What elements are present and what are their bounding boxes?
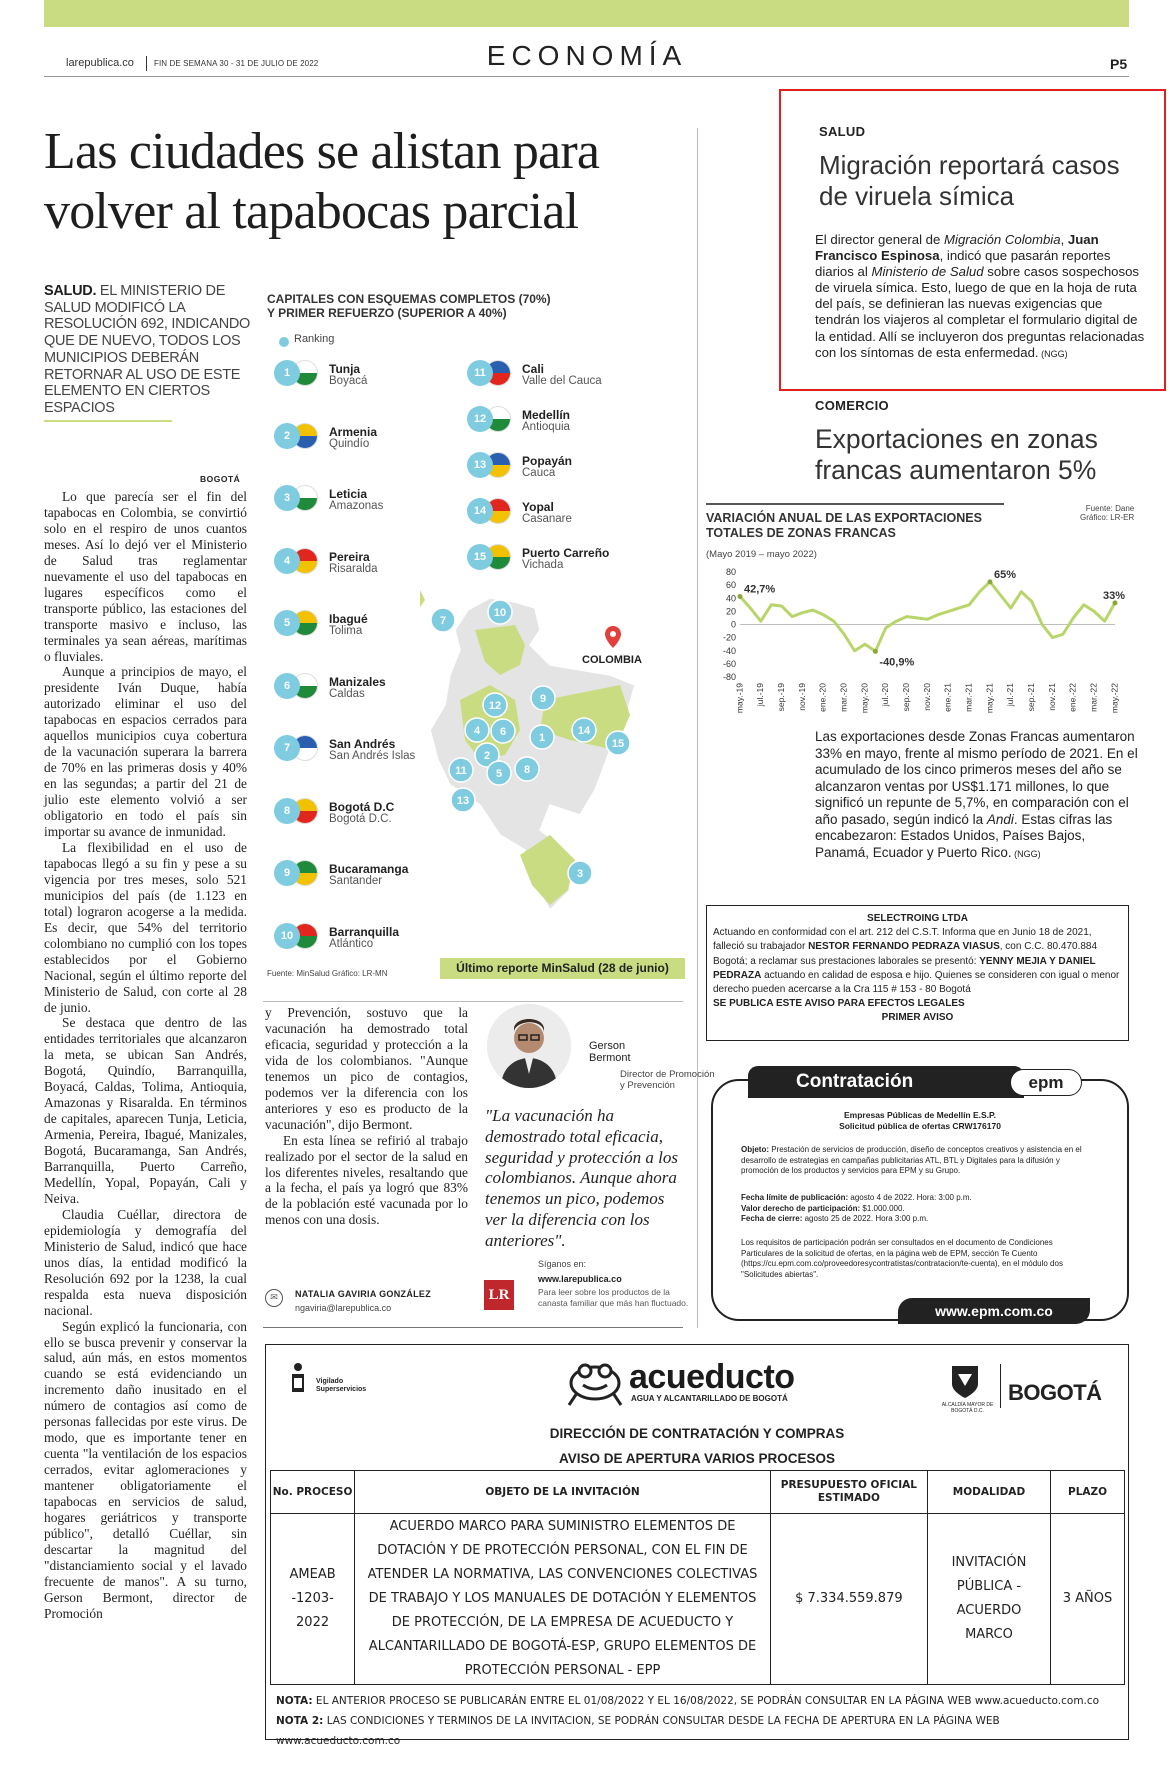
contratacion-text: agosto 4 de 2022. Hora: 3:00 p.m. xyxy=(848,1193,972,1202)
y-tick-label: -40 xyxy=(722,645,736,656)
notice-title: SELECTROING LTDA xyxy=(867,913,968,924)
x-tick-label: nov.-21 xyxy=(1046,683,1057,711)
map-marker-number: 8 xyxy=(523,764,531,776)
salud-body xyxy=(815,232,1145,362)
chart-source-line: Gráfico: LR-ER xyxy=(1080,513,1135,522)
notice-text: NESTOR FERNANDO PEDRAZA VIASUS xyxy=(808,941,1000,953)
table-header: No. PROCESO xyxy=(271,1471,355,1514)
notice-legal-line: SE PUBLICA ESTE AVISO PARA EFECTOS LEGALES xyxy=(713,998,965,1010)
map-marker-number: 9 xyxy=(539,693,547,705)
table-cell-plazo: 3 AÑOS xyxy=(1051,1514,1125,1685)
city-department: Casanare xyxy=(522,513,572,525)
city-department: Vichada xyxy=(522,559,564,571)
salud-kicker: SALUD xyxy=(819,124,866,139)
city-rank-number: 10 xyxy=(274,923,300,949)
acueducto-note xyxy=(276,1691,1121,1711)
contratacion-dates xyxy=(741,1193,1096,1225)
epm-website-link[interactable]: www.epm.com.co xyxy=(898,1298,1090,1324)
map-marker xyxy=(488,600,512,624)
map-marker-number: 5 xyxy=(495,768,503,780)
data-label: 33% xyxy=(1103,589,1125,602)
y-tick-label: -60 xyxy=(722,658,736,669)
infographic-divider xyxy=(263,1001,683,1002)
notice-text: actuando en calidad de esposa e hijo. Quienes se consideren con igual o menor derecho pueden acercarse a la Cra 115 # 153 - 80 Bogotá xyxy=(713,969,1120,996)
city-rank-number: 11 xyxy=(467,360,493,386)
map-marker-number: 15 xyxy=(611,738,625,750)
city-name: Cali xyxy=(522,362,545,376)
table-cell-objeto: ACUERDO MARCO PARA SUMINISTRO ELEMENTOS DE DOTACIÓN Y DE PROTECCIÓN PERSONAL, CON EL FIN DE ATENDER LA NORMATIVA, LAS CONVENCIONES COLECTIVAS DE TRABAJO Y LOS MANUALES DE DOTACIÓN Y ELEMENTOS DE PROTECCIÓN, DE LA EMPRESA DE ACUEDUCTO Y ALCANTARILLADO DE BOGOTÁ-ESP, GRUPO ELEMENTOS DE PROTECCIÓN PERSONAL - EPP xyxy=(355,1514,771,1685)
city-rank-number: 8 xyxy=(274,798,300,824)
notice-text: YENNY MEJIA Y DANIEL PEDRAZA xyxy=(713,955,1096,981)
pull-quote: "La vacunación ha demostrado total eficacia, seguridad y protección a los colombianos. Aunque ahora tenemos un pico, podemos ver la diferencia con los anteriores". xyxy=(485,1106,678,1250)
author-name: NATALIA GAVIRIA GONZÁLEZ xyxy=(295,1289,432,1299)
city-name: Medellín xyxy=(522,408,571,422)
x-tick-label: may.-21 xyxy=(984,683,995,714)
contratacion-text: agosto 25 de 2022. Hora 3:00 p.m. xyxy=(802,1214,929,1223)
salud-text: Ministerio de Salud xyxy=(871,264,984,280)
acueducto-notes xyxy=(276,1691,1121,1751)
city-name: Leticia xyxy=(329,487,368,501)
acueducto-logo-text: acueducto xyxy=(629,1358,795,1396)
map-marker-number: 14 xyxy=(577,725,591,737)
contratacion-requirements: Los requisitos de participación podrán ser consultados en el documento de Condiciones Particulares de la solicitud de ofertas, en la página web de EPM, sección Te Cuento (https://cu.epm.com.co/proveedoresycontratistas/contratacion/te-cuenta), en el módulo dos "Solicitudes abiertas". xyxy=(741,1238,1063,1279)
y-tick-label: 20 xyxy=(725,606,736,617)
comercio-kicker: COMERCIO xyxy=(815,398,889,413)
city-name: San Andrés xyxy=(329,737,396,751)
notice-body xyxy=(713,926,1122,997)
map-marker xyxy=(530,725,554,749)
lead-text: EL MINISTERIO DE SALUD MODIFICÓ LA RESOLUCIÓN 692, INDICANDO QUE DE NUEVO, TODOS LOS MUNICIPIOS DEBERÁN RETORNAR AL USO DE ESTE ELEMENTO EN CIERTOS ESPACIOS xyxy=(44,283,251,416)
salud-text: Migración Colombia xyxy=(944,232,1061,247)
table-header: PLAZO xyxy=(1051,1471,1125,1514)
x-tick-label: nov.-19 xyxy=(796,683,807,711)
city-name: Armenia xyxy=(329,424,378,439)
vigilado-line: Vigilado xyxy=(316,1378,344,1385)
city-department: Quindío xyxy=(329,437,370,450)
comercio-body xyxy=(815,729,1140,862)
map-marker xyxy=(491,719,515,743)
lead-kicker: SALUD. xyxy=(44,283,97,299)
map-marker-number: 13 xyxy=(456,795,470,807)
acueducto-subheading: AVISO DE APERTURA VARIOS PROCESOS xyxy=(558,1451,836,1466)
x-tick-label: may.-19 xyxy=(734,683,745,714)
bogota-logo-text: BOGOTÁ xyxy=(1008,1380,1102,1405)
contratacion-label: Valor derecho de participación: xyxy=(741,1203,861,1213)
map-marker xyxy=(606,731,630,755)
infographic-title-line: Y PRIMER REFUERZO (SUPERIOR A 40%) xyxy=(267,306,507,320)
map-marker xyxy=(451,788,475,812)
chart-top-rule xyxy=(706,503,1004,505)
logo-separator xyxy=(1000,1364,1001,1408)
map-marker-number: 7 xyxy=(439,615,447,627)
x-tick-label: jul.-19 xyxy=(755,683,766,707)
article-paragraph: Aunque a principios de mayo, el presidente Iván Duque, había autorizado eliminar el uso del tapabocas en espacios cerrados para aquellos municipios cuya cobertura de la vacunación superara la barrera de 70% en las primeras dosis y 40% en las segundas; a partir del 21 de julio este elemento volvió a ser obligatorio en todo el país sin importar su avance de inmunidad. xyxy=(44,664,247,840)
city-rank-number: 2 xyxy=(274,423,300,449)
city-name: Barranquilla xyxy=(329,924,400,939)
follow-label: Síganos en: xyxy=(538,1259,587,1269)
x-tick-label: jul.-20 xyxy=(880,683,891,707)
y-tick-label: -80 xyxy=(722,672,736,682)
acueducto-heading: DIRECCIÓN DE CONTRATACIÓN Y COMPRAS xyxy=(549,1426,845,1441)
city-name: Pereira xyxy=(329,549,370,564)
quote-person-name xyxy=(589,1040,631,1064)
data-point xyxy=(988,579,993,584)
follow-description: Para leer sobre los productos de la canasta familiar que más han fluctuado. xyxy=(538,1287,689,1308)
chart-source xyxy=(1080,504,1134,522)
y-tick-label: -20 xyxy=(722,632,736,643)
map-marker xyxy=(487,761,511,785)
city-rank-number: 3 xyxy=(274,485,300,511)
city-department: Caldas xyxy=(329,687,365,700)
article-paragraph: La flexibilidad en el uso de tapabocas llegó a su fin y pese a su vigencia por tres meses, solo 521 municipios del país (de 1.123 en total) lograron acogerse a la medida. Es decir, que 54% del territorio colombiano no cumplió con los topes establecidos por el Gobierno Nacional, según el último reporte del Ministerio de Salud, con corte al 28 de junio. xyxy=(44,839,247,1015)
map-marker-number: 10 xyxy=(493,607,507,619)
city-rank-number: 4 xyxy=(274,548,300,574)
legal-notice xyxy=(706,905,1129,1041)
city-department: Cauca xyxy=(522,467,556,479)
x-tick-label: ene.-20 xyxy=(817,683,828,712)
city-department: Boyacá xyxy=(329,375,368,387)
notice-text: , con C.C. 80.470.884 Bogotá; a reclamar sus prestaciones laborales se presentó: xyxy=(713,941,1098,967)
contratacion-label: Objeto: xyxy=(741,1145,769,1154)
series-line xyxy=(740,582,1115,652)
city-rank-number: 7 xyxy=(274,735,300,761)
city-name: Puerto Carreño xyxy=(522,546,610,560)
comercio-text: Andi xyxy=(986,811,1014,827)
x-tick-label: nov.-20 xyxy=(921,683,932,711)
contratacion-label: Fecha de cierre: xyxy=(741,1214,803,1223)
contratacion-text: Prestación de servicios de producción, diseño de conceptos creativos y asistencia en el desarrollo de estrategias en campañas publicitarias ATL, BTL y Digitales para la difusión y promoción de los productos y servicios para EPM y su Grupo. xyxy=(741,1145,1082,1175)
headline-line-2: volver al tapabocas parcial xyxy=(44,183,579,240)
map-marker-number: 3 xyxy=(576,868,584,880)
note-label: NOTA: xyxy=(276,1695,313,1707)
table-row xyxy=(271,1514,1125,1685)
comercio-title: Exportaciones en zonas francas aumentaron 5% xyxy=(815,424,1098,485)
contratacion-label: Fecha límite de publicación: xyxy=(741,1193,849,1202)
contratacion-text: $1.000.000. xyxy=(860,1203,905,1213)
section-title: ECONOMÍA xyxy=(486,40,688,71)
author-chat-icon: ✉ xyxy=(265,1289,283,1307)
city-name: Manizales xyxy=(329,674,386,689)
salud-text: El director general de xyxy=(815,232,945,247)
city-department: Atlántico xyxy=(329,937,374,950)
salud-text: , indicó que pasarán reportes diarios al xyxy=(815,248,1111,280)
x-tick-label: sep.-19 xyxy=(775,683,786,712)
article-paragraph: y Prevención, sostuvo que la vacunación ha demostrado total eficacia, seguridad y protección a la vida de los colombianos. "Aunque tenemos un pico de contagios, podemos ver la diferencia con los anteriores y eso es producto de la vacunación", dijo Bermont. xyxy=(265,1005,468,1132)
chart-subtitle: (Mayo 2019 – mayo 2022) xyxy=(706,549,817,560)
contratacion-object xyxy=(741,1145,1096,1177)
salud-text: , xyxy=(1060,232,1068,247)
city-name: Tunja xyxy=(329,362,361,376)
infographic-title-line: CAPITALES CON ESQUEMAS COMPLETOS (70%) xyxy=(267,292,551,306)
quote-person-role xyxy=(620,1069,715,1091)
person-portrait-icon xyxy=(487,1004,571,1088)
epm-logo: epm xyxy=(1010,1069,1082,1096)
map-marker-number: 12 xyxy=(488,700,502,712)
x-tick-label: ene.-22 xyxy=(1067,683,1078,712)
contratacion-date-row xyxy=(741,1193,1096,1204)
table-cell-presupuesto: $ 7.334.559.879 xyxy=(770,1514,927,1685)
site-name[interactable]: larepublica.co xyxy=(66,57,134,69)
issue-date: FIN DE SEMANA 30 - 31 DE JULIO DE 2022 xyxy=(154,59,319,68)
x-tick-label: may.-22 xyxy=(1109,683,1120,714)
map-marker xyxy=(515,757,539,781)
article-paragraph: Se destaca que dentro de las entidades territoriales que alcanzaron la meta, se ubican San Andrés, Bogotá, Quindío, Barranquilla, Boyacá, Caldas, Tolima, Antioquia, Amazonas y Risaralda. En términos de capitales, aparecen Tunja, Leticia, Armenia, Pereira, Ibagué, Manizales, Bogotá, Bucaramanga, San Andrés, Barranquilla, Puerto Carreño, Medellín, Yopal, Popayán, Cali y Neiva. xyxy=(44,1015,247,1206)
acueducto-tagline: AGUA Y ALCANTARILLADO DE BOGOTÁ xyxy=(631,1394,788,1403)
article-paragraph: En esta línea se refirió al trabajo realizado por el sector de la salud en los diferentes niveles, resaltando que a la fecha, el país ya logró que 83% de la población esté vacunada por lo menos con una dosis. xyxy=(265,1132,468,1228)
map-marker-number: 2 xyxy=(483,750,491,762)
table-cell-modalidad: INVITACIÓN PÚBLICA - ACUERDO MARCO xyxy=(927,1514,1050,1685)
salud-text: Juan Francisco Espinosa xyxy=(815,232,1099,264)
notice-first-line: PRIMER AVISO xyxy=(881,1012,954,1024)
data-label: 65% xyxy=(994,568,1017,581)
city-name: Popayán xyxy=(522,454,573,468)
data-label: -40,9% xyxy=(879,656,915,669)
infographic-footer: Último reporte MinSalud (28 de junio) xyxy=(440,958,685,979)
contratacion-heading xyxy=(740,1110,1100,1132)
map-marker xyxy=(568,861,592,885)
map-marker-number: 11 xyxy=(455,765,467,777)
salud-text: sobre casos sospechosos de viruela símica. Esto, luego de que en la hoja de ruta del país, se definieran las nuevas exigencias que tendrán los viajeros al completar el formulario digital de la entidad. Allí se incluyeron dos preguntas relacionadas con los síntomas de esta enfermedad. xyxy=(815,264,1145,360)
lr-logo: LR xyxy=(484,1280,514,1310)
x-tick-label: mar.-22 xyxy=(1088,683,1099,712)
map-marker xyxy=(483,693,507,717)
table-cell-proceso: AMEAB -1203-2022 xyxy=(271,1514,355,1685)
ranking-legend-label: Ranking xyxy=(294,333,335,345)
location-pin-icon xyxy=(605,626,621,648)
dateline: BOGOTÁ xyxy=(200,474,241,484)
comercio-signature: (NGG) xyxy=(1011,848,1041,859)
city-name: Bucaramanga xyxy=(329,862,409,876)
city-department: Antioquia xyxy=(522,421,570,433)
y-tick-label: 60 xyxy=(725,580,736,591)
author-email[interactable]: ngaviria@larepublica.co xyxy=(295,1303,392,1313)
map-marker xyxy=(465,718,489,742)
x-tick-label: sep.-21 xyxy=(1025,683,1036,712)
superservicios-icon xyxy=(290,1362,310,1396)
process-table xyxy=(270,1470,1125,1685)
data-label: 42,7% xyxy=(744,583,776,596)
chart-source-line: Fuente: Dane xyxy=(1085,504,1135,513)
comercio-text: Las exportaciones desde Zonas Francas aumentaron 33% en mayo, frente al mismo período de 2021. En el acumulado de los cinco primeros meses del año se alcanzaron ventas por US$1.171 millones, lo que significó un repunte de 5,7%, en comparación con el año pasado, según indicó la xyxy=(815,729,1138,827)
map-marker xyxy=(431,608,455,632)
map-marker-number: 4 xyxy=(473,725,481,737)
avatar xyxy=(487,1004,571,1088)
map-country-label: COLOMBIA xyxy=(582,654,642,666)
y-tick-label: 40 xyxy=(725,593,736,604)
x-tick-label: mar.-20 xyxy=(838,683,849,712)
article-paragraph: Según explicó la funcionaria, con ello se busca prevenir y conservar la salud, aún más, en estos momentos cuando se está evidenciando un incremento daño inusitado en el número de contagios así como de personas fallecidas por este virus. De modo, que es importante tener en cuenta "la ventilación de los espacios cerrados, evitar aglomeraciones y mantener obligatoriamente el tapabocas en servicios de salud, hogares geriátricos y transporte público", detalló Cuéllar, sin descartar la magnitud del "distanciamiento social y el lavado frecuente de manos". A su turno, Gerson Bermont, director de Promoción xyxy=(44,1318,247,1621)
section-divider xyxy=(263,1327,683,1328)
x-tick-label: mar.-21 xyxy=(963,683,974,712)
x-tick-label: ene.-21 xyxy=(942,683,953,712)
quote-name-line: Gerson xyxy=(589,1040,626,1052)
city-rank-number: 15 xyxy=(467,544,493,570)
city-department: San Andrés Islas xyxy=(329,750,416,762)
article-paragraph: Claudia Cuéllar, directora de epidemiología y demografía del Ministerio de Salud, indicó que hace unos días, la entidad modificó la Resolución 692 por la 1238, la cual respalda esta nueva disposición nacional. xyxy=(44,1206,247,1318)
salud-signature: (NGG) xyxy=(1038,348,1068,359)
map-marker-number: 6 xyxy=(499,726,507,738)
quote-role-line: Director de Promoción xyxy=(620,1069,715,1080)
city-department: Valle del Cauca xyxy=(522,375,602,387)
article-paragraph: Lo que parecía ser el fin del tapabocas en Colombia, se convirtió solo en el respiro de unos cuantos meses. Así lo dejó ver el Ministerio de Salud tras reglamentar nuevamente el uso del tapabocas en lugares específicos como el transporte público, las estaciones del transporte masivo e incluso, las terminales ya sean aéreas, marítimas o fluviales. xyxy=(44,489,247,664)
city-rank-number: 12 xyxy=(467,406,493,432)
comercio-text: . Estas cifras las encabezaron: Estados Unidos, Países Bajos, Panamá, Ecuador y Puerto Rico. xyxy=(815,811,1113,860)
contratacion-date-row xyxy=(741,1214,1096,1225)
map-marker xyxy=(449,758,473,782)
map-marker-number: 1 xyxy=(538,732,546,744)
table-header-row xyxy=(271,1471,1125,1514)
bogota-shield-icon xyxy=(950,1364,980,1400)
contratacion-tab: Contratación xyxy=(748,1066,1024,1098)
contratacion-heading-line: Empresas Públicas de Medellín E.S.P. xyxy=(844,1110,996,1120)
city-rank-number: 9 xyxy=(274,860,300,886)
quote-role-line: y Prevención xyxy=(620,1080,675,1091)
table-header: PRESUPUESTO OFICIAL ESTIMADO xyxy=(770,1471,927,1514)
chart-title: VARIACIÓN ANUAL DE LAS EXPORTACIONES TOTALES DE ZONAS FRANCAS xyxy=(706,511,982,540)
city-department: Bogotá D.C. xyxy=(329,812,392,825)
y-tick-label: 80 xyxy=(725,567,736,577)
x-tick-label: may.-20 xyxy=(859,683,870,714)
data-point xyxy=(738,594,743,599)
city-department: Tolima xyxy=(329,625,363,637)
vigilado-label xyxy=(316,1378,366,1394)
vigilado-line: Superservicios xyxy=(316,1386,367,1393)
infographic-source: Fuente: MinSalud Gráfico: LR-MN xyxy=(267,969,388,978)
city-department: Amazonas xyxy=(329,500,384,512)
note-text: EL ANTERIOR PROCESO SE PUBLICARÁN ENTRE EL 01/08/2022 Y EL 16/08/2022, SE PODRÁN CONSULTAR EN LA PÁGINA WEB www.acueducto.com.co xyxy=(312,1695,1100,1707)
quote-name-line: Bermont xyxy=(589,1052,631,1064)
data-point xyxy=(873,649,878,654)
note-text: LAS CONDICIONES Y TERMINOS DE LA INVITACION, SE PODRÁN CONSULTAR DESDE LA FECHA DE APERTURA EN LA PÁGINA WEB www.acueducto.com.co xyxy=(276,1715,1000,1747)
table-header: MODALIDAD xyxy=(927,1471,1050,1514)
map-marker xyxy=(531,686,555,710)
exports-line-chart xyxy=(700,562,1125,722)
city-department: Risaralda xyxy=(329,562,378,575)
city-rank-number: 13 xyxy=(467,452,493,478)
city-rank-number: 14 xyxy=(467,498,493,524)
city-name: Bogotá D.C xyxy=(329,799,395,814)
city-department: Santander xyxy=(329,875,383,887)
contratacion-heading-line: Solicitud pública de ofertas CRW176170 xyxy=(839,1121,1001,1131)
contratacion-date-row xyxy=(741,1204,1096,1215)
x-tick-label: sep.-20 xyxy=(900,683,911,712)
notice-text: Actuando en conformidad con el art. 212 del C.S.T. Informa que en Junio 18 de 2021, falleció su trabajador xyxy=(713,927,1092,953)
x-tick-label: jul.-21 xyxy=(1005,683,1016,707)
acueducto-note xyxy=(276,1711,1121,1751)
y-tick-label: 0 xyxy=(730,619,736,630)
salud-title: Migración reportará casos de viruela símica xyxy=(819,150,1120,211)
map-marker xyxy=(572,718,596,742)
city-name: Ibagué xyxy=(329,612,368,626)
follow-link[interactable]: www.larepublica.co xyxy=(538,1274,622,1284)
note-label: NOTA 2: xyxy=(276,1715,324,1727)
alcaldia-label: ALCALDÍA MAYOR DE BOGOTÁ D.C. xyxy=(941,1402,994,1414)
headline-line-1: Las ciudades se alistan para xyxy=(44,123,600,180)
city-rank-number: 6 xyxy=(274,673,300,699)
city-name: Yopal xyxy=(522,500,554,514)
city-rank-number: 1 xyxy=(274,360,300,386)
page-number: P5 xyxy=(1110,56,1128,72)
table-header: OBJETO DE LA INVITACIÓN xyxy=(355,1471,771,1514)
city-rank-number: 5 xyxy=(274,610,300,636)
